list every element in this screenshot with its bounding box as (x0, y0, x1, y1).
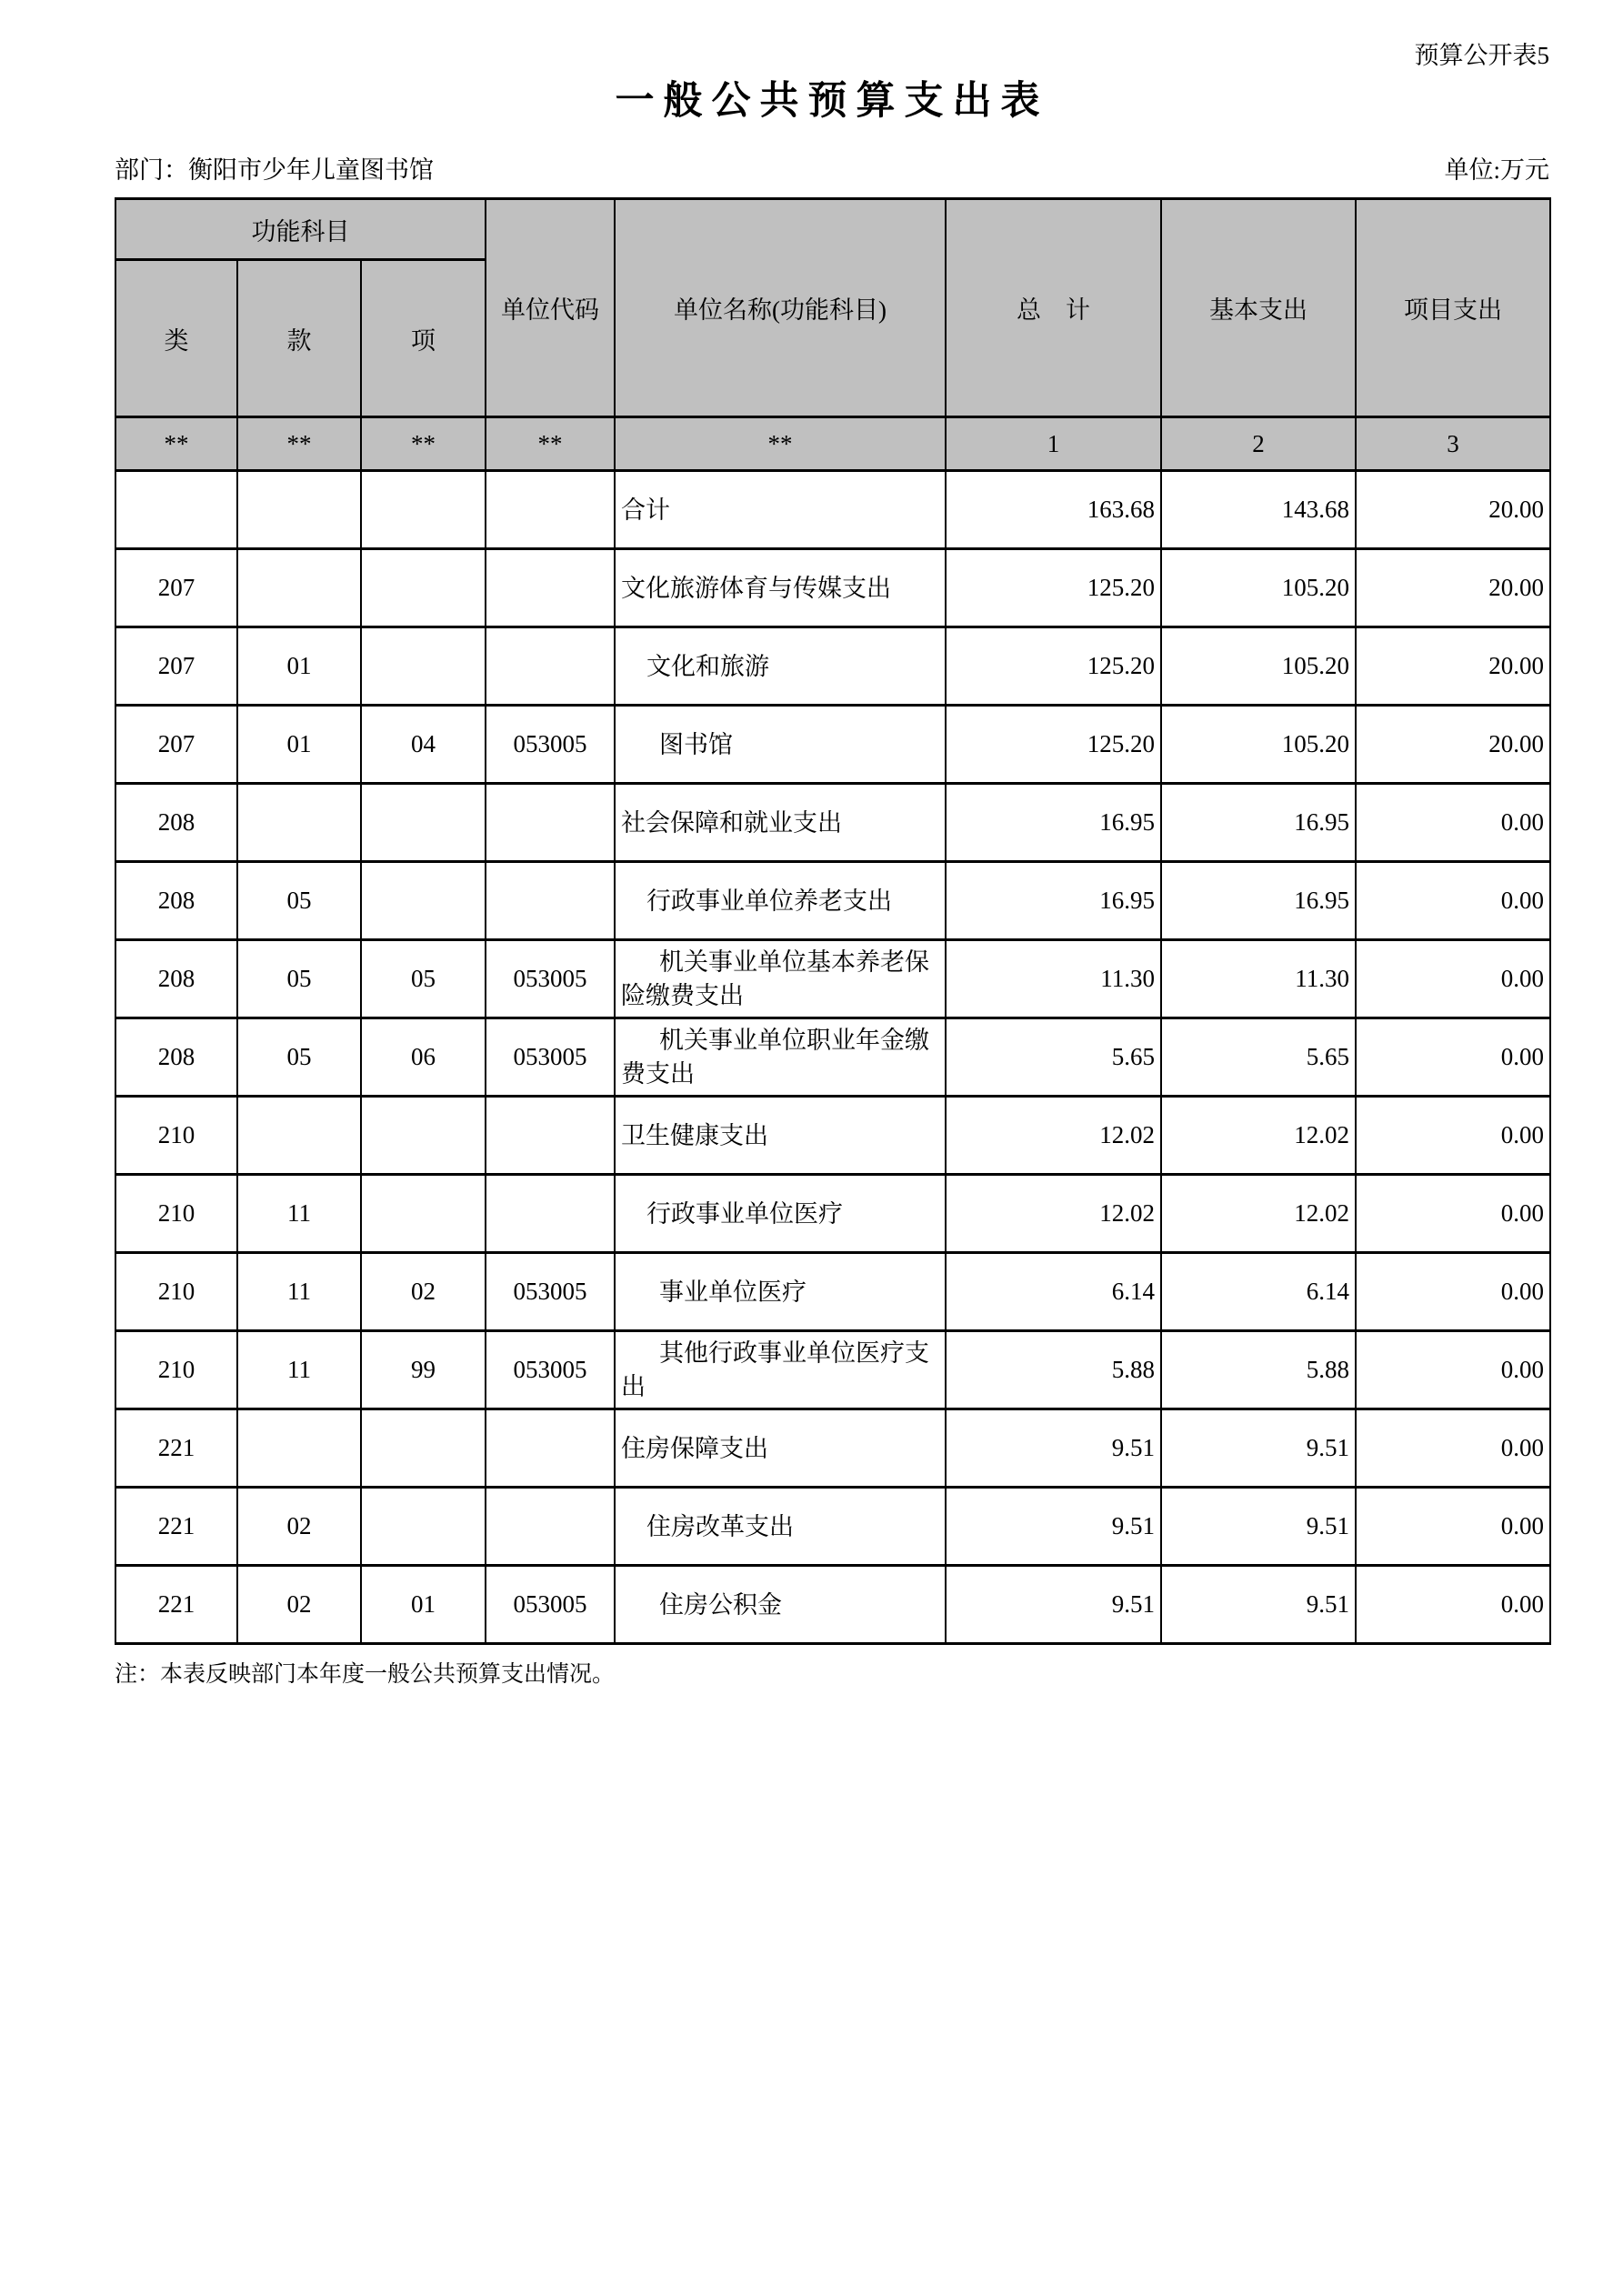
cell-total: 163.68 (946, 471, 1161, 549)
cell-item: 01 (361, 1566, 486, 1644)
cell-item (361, 1097, 486, 1175)
cell-total: 125.20 (946, 627, 1161, 706)
table-row (115, 1097, 1550, 1175)
table-row (115, 1253, 1550, 1331)
cell-unit-code: 053005 (486, 1566, 615, 1644)
cell-class: 208 (115, 784, 237, 862)
table-body (115, 471, 1550, 1644)
mask-col-1: 1 (946, 417, 1161, 471)
cell-basic: 6.14 (1161, 1253, 1356, 1331)
table-note: 注：本表反映部门本年度一般公共预算支出情况。 (115, 1662, 616, 1688)
cell-project: 20.00 (1356, 706, 1550, 784)
cell-unit-name: 机关事业单位职业年金缴费支出 (615, 1018, 946, 1097)
cell-total: 125.20 (946, 706, 1161, 784)
department-label: 部门：衡阳市少年儿童图书馆 (115, 156, 434, 185)
cell-basic: 5.88 (1161, 1331, 1356, 1409)
cell-section: 11 (237, 1331, 361, 1409)
cell-class: 221 (115, 1409, 237, 1488)
cell-section: 05 (237, 862, 361, 940)
cell-item (361, 549, 486, 627)
page-content (115, 0, 1549, 1689)
header-total: 总 计 (946, 199, 1161, 417)
cell-unit-code (486, 1175, 615, 1253)
table-row (115, 1018, 1550, 1097)
table-row (115, 549, 1550, 627)
cell-total: 5.88 (946, 1331, 1161, 1409)
page-title: 一般公共预算支出表 (615, 80, 1049, 123)
cell-unit-code (486, 1488, 615, 1566)
cell-basic: 105.20 (1161, 706, 1356, 784)
cell-section (237, 1097, 361, 1175)
cell-item: 04 (361, 706, 486, 784)
cell-unit-name: 其他行政事业单位医疗支出 (615, 1331, 946, 1409)
cell-section: 11 (237, 1253, 361, 1331)
cell-project: 20.00 (1356, 471, 1550, 549)
cell-total: 16.95 (946, 862, 1161, 940)
cell-total: 9.51 (946, 1409, 1161, 1488)
table-row (115, 862, 1550, 940)
cell-section: 01 (237, 627, 361, 706)
cell-class: 207 (115, 706, 237, 784)
cell-basic: 16.95 (1161, 784, 1356, 862)
cell-unit-code: 053005 (486, 1253, 615, 1331)
cell-project: 0.00 (1356, 784, 1550, 862)
cell-unit-name: 住房改革支出 (615, 1488, 946, 1566)
mask-item: ** (361, 417, 486, 471)
cell-total: 12.02 (946, 1175, 1161, 1253)
header-function-subjects: 功能科目 (115, 199, 486, 260)
cell-item (361, 1488, 486, 1566)
table-row (115, 471, 1550, 549)
cell-project: 0.00 (1356, 1566, 1550, 1644)
header-unit-code: 单位代码 (486, 199, 615, 417)
cell-unit-name: 住房公积金 (615, 1566, 946, 1644)
cell-class: 208 (115, 940, 237, 1018)
cell-class: 207 (115, 627, 237, 706)
header-row-function (115, 199, 1550, 260)
cell-unit-name: 卫生健康支出 (615, 1097, 946, 1175)
cell-unit-code: 053005 (486, 1331, 615, 1409)
cell-class: 208 (115, 1018, 237, 1097)
cell-class: 210 (115, 1331, 237, 1409)
cell-unit-code (486, 471, 615, 549)
cell-item: 99 (361, 1331, 486, 1409)
cell-unit-name: 文化和旅游 (615, 627, 946, 706)
cell-basic: 5.65 (1161, 1018, 1356, 1097)
cell-unit-code: 053005 (486, 940, 615, 1018)
cell-section: 05 (237, 940, 361, 1018)
cell-unit-code (486, 627, 615, 706)
table-row (115, 706, 1550, 784)
cell-class: 208 (115, 862, 237, 940)
cell-project: 0.00 (1356, 940, 1550, 1018)
cell-item: 06 (361, 1018, 486, 1097)
table-row (115, 1488, 1550, 1566)
cell-basic: 12.02 (1161, 1175, 1356, 1253)
mask-col-2: 2 (1161, 417, 1356, 471)
mask-unit-name: ** (615, 417, 946, 471)
cell-project: 20.00 (1356, 627, 1550, 706)
header-class: 类 (115, 260, 237, 417)
cell-section (237, 1409, 361, 1488)
cell-unit-name: 行政事业单位养老支出 (615, 862, 946, 940)
cell-basic: 11.30 (1161, 940, 1356, 1018)
table-header (115, 199, 1550, 471)
cell-total: 5.65 (946, 1018, 1161, 1097)
cell-class: 210 (115, 1253, 237, 1331)
table-row (115, 1566, 1550, 1644)
cell-project: 0.00 (1356, 1175, 1550, 1253)
cell-item (361, 471, 486, 549)
cell-total: 125.20 (946, 549, 1161, 627)
cell-section: 02 (237, 1488, 361, 1566)
cell-unit-code (486, 1097, 615, 1175)
cell-section: 02 (237, 1566, 361, 1644)
cell-total: 9.51 (946, 1488, 1161, 1566)
cell-unit-code: 053005 (486, 706, 615, 784)
cell-unit-code: 053005 (486, 1018, 615, 1097)
cell-project: 0.00 (1356, 1488, 1550, 1566)
cell-basic: 16.95 (1161, 862, 1356, 940)
mask-col-3: 3 (1356, 417, 1550, 471)
cell-item (361, 1409, 486, 1488)
table-row (115, 940, 1550, 1018)
cell-basic: 143.68 (1161, 471, 1356, 549)
cell-section (237, 784, 361, 862)
cell-project: 20.00 (1356, 549, 1550, 627)
cell-total: 11.30 (946, 940, 1161, 1018)
cell-unit-code (486, 1409, 615, 1488)
cell-section: 11 (237, 1175, 361, 1253)
mask-row (115, 417, 1550, 471)
cell-project: 0.00 (1356, 862, 1550, 940)
header-item: 项 (361, 260, 486, 417)
cell-class: 221 (115, 1566, 237, 1644)
header-project-expenditure: 项目支出 (1356, 199, 1550, 417)
cell-total: 6.14 (946, 1253, 1161, 1331)
cell-project: 0.00 (1356, 1253, 1550, 1331)
cell-project: 0.00 (1356, 1409, 1550, 1488)
cell-unit-name: 文化旅游体育与传媒支出 (615, 549, 946, 627)
cell-basic: 9.51 (1161, 1409, 1356, 1488)
meta-row (115, 150, 1549, 185)
cell-project: 0.00 (1356, 1097, 1550, 1175)
table-row (115, 1409, 1550, 1488)
cell-basic: 9.51 (1161, 1566, 1356, 1644)
cell-unit-name: 合计 (615, 471, 946, 549)
header-unit-name: 单位名称(功能科目) (615, 199, 946, 417)
cell-unit-name: 事业单位医疗 (615, 1253, 946, 1331)
cell-item (361, 627, 486, 706)
cell-unit-name: 图书馆 (615, 706, 946, 784)
cell-basic: 105.20 (1161, 549, 1356, 627)
cell-basic: 105.20 (1161, 627, 1356, 706)
cell-section (237, 549, 361, 627)
cell-item (361, 1175, 486, 1253)
cell-basic: 9.51 (1161, 1488, 1356, 1566)
table-row (115, 627, 1550, 706)
cell-total: 12.02 (946, 1097, 1161, 1175)
cell-section: 01 (237, 706, 361, 784)
cell-unit-name: 社会保障和就业支出 (615, 784, 946, 862)
cell-unit-name: 机关事业单位基本养老保险缴费支出 (615, 940, 946, 1018)
cell-basic: 12.02 (1161, 1097, 1356, 1175)
cell-total: 16.95 (946, 784, 1161, 862)
cell-project: 0.00 (1356, 1331, 1550, 1409)
cell-class: 210 (115, 1175, 237, 1253)
budget-table (115, 197, 1551, 1645)
cell-class: 207 (115, 549, 237, 627)
unit-label: 单位:万元 (1444, 156, 1549, 185)
cell-unit-code (486, 549, 615, 627)
cell-unit-name: 行政事业单位医疗 (615, 1175, 946, 1253)
corner-label: 预算公开表5 (1414, 42, 1549, 69)
cell-unit-code (486, 784, 615, 862)
cell-class (115, 471, 237, 549)
cell-item (361, 784, 486, 862)
cell-section: 05 (237, 1018, 361, 1097)
cell-project: 0.00 (1356, 1018, 1550, 1097)
mask-section: ** (237, 417, 361, 471)
cell-class: 221 (115, 1488, 237, 1566)
cell-section (237, 471, 361, 549)
cell-item: 05 (361, 940, 486, 1018)
table-row (115, 1331, 1550, 1409)
cell-class: 210 (115, 1097, 237, 1175)
table-row (115, 784, 1550, 862)
header-section: 款 (237, 260, 361, 417)
mask-class: ** (115, 417, 237, 471)
cell-total: 9.51 (946, 1566, 1161, 1644)
table-row (115, 1175, 1550, 1253)
cell-item: 02 (361, 1253, 486, 1331)
cell-unit-code (486, 862, 615, 940)
cell-item (361, 862, 486, 940)
mask-unit-code: ** (486, 417, 615, 471)
header-basic-expenditure: 基本支出 (1161, 199, 1356, 417)
cell-unit-name: 住房保障支出 (615, 1409, 946, 1488)
